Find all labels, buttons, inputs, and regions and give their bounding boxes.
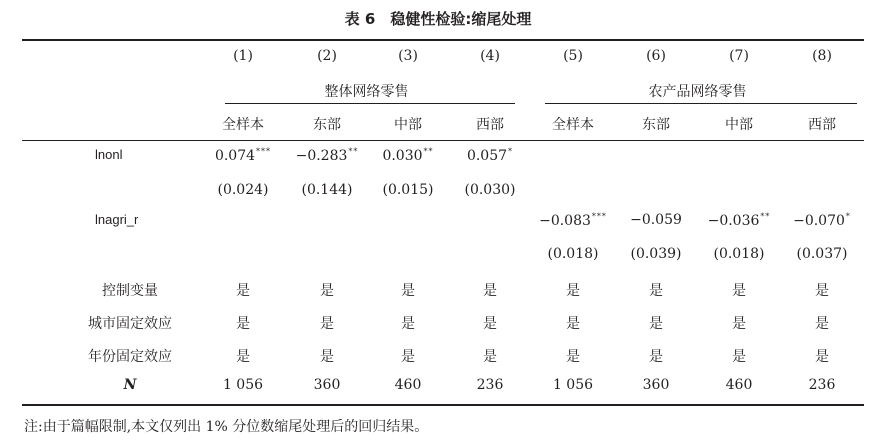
n-value: 1 056 <box>552 377 594 393</box>
n-value: 236 <box>476 377 504 393</box>
significance-stars: *** <box>256 147 272 156</box>
col-number: (8) <box>812 48 832 64</box>
significance-stars: * <box>508 147 514 156</box>
group-header: 农产品网络零售 <box>648 84 747 100</box>
significance-stars: *** <box>591 212 607 221</box>
col-number: (7) <box>729 48 749 64</box>
control-value: 是 <box>401 283 415 299</box>
n-value: 460 <box>725 377 753 393</box>
n-value: 360 <box>642 377 670 393</box>
region-header: 中部 <box>725 117 753 133</box>
standard-error: (0.030) <box>464 182 516 198</box>
coefficient: −0.059 <box>630 212 682 228</box>
bottom-rule <box>22 404 864 406</box>
control-value: 是 <box>815 316 829 332</box>
control-value: 是 <box>320 316 334 332</box>
significance-stars: ** <box>348 147 359 156</box>
control-value: 是 <box>815 349 829 365</box>
control-label: 控制变量 <box>102 283 158 299</box>
n-value: 460 <box>394 377 422 393</box>
n-value: 360 <box>313 377 341 393</box>
control-value: 是 <box>566 316 580 332</box>
control-value: 是 <box>649 283 663 299</box>
group-underline-1 <box>225 103 515 104</box>
region-header: 西部 <box>808 117 836 133</box>
control-value: 是 <box>649 316 663 332</box>
control-value: 是 <box>401 316 415 332</box>
table-caption: 表 6 稳健性检验:缩尾处理 <box>344 10 532 28</box>
top-rule <box>22 39 864 41</box>
col-number: (3) <box>398 48 418 64</box>
control-value: 是 <box>649 349 663 365</box>
standard-error: (0.018) <box>713 246 765 262</box>
col-number: (4) <box>480 48 500 64</box>
region-header: 全样本 <box>222 117 264 133</box>
control-value: 是 <box>320 349 334 365</box>
row-label: lnagri_r <box>95 212 139 227</box>
control-value: 是 <box>320 283 334 299</box>
col-number: (1) <box>233 48 253 64</box>
region-header: 东部 <box>313 117 341 133</box>
region-header: 中部 <box>394 117 422 133</box>
control-value: 是 <box>732 349 746 365</box>
significance-stars: * <box>845 212 851 221</box>
control-value: 是 <box>236 349 250 365</box>
col-number: (2) <box>317 48 337 64</box>
control-value: 是 <box>815 283 829 299</box>
significance-stars: ** <box>423 147 434 156</box>
control-value: 是 <box>483 283 497 299</box>
coefficient: −0.036** <box>707 212 771 229</box>
n-value: 1 056 <box>222 377 264 393</box>
standard-error: (0.024) <box>217 182 269 198</box>
coefficient: −0.070* <box>793 212 851 229</box>
region-header: 全样本 <box>552 117 594 133</box>
control-value: 是 <box>483 316 497 332</box>
coefficient: 0.074*** <box>214 147 272 164</box>
row-label: lnonl <box>95 147 123 162</box>
control-value: 是 <box>732 283 746 299</box>
control-label: 年份固定效应 <box>88 349 172 365</box>
control-value: 是 <box>566 349 580 365</box>
n-value: 236 <box>808 377 836 393</box>
header-rule <box>22 140 864 141</box>
table-note: 注:由于篇幅限制,本文仅列出 1% 分位数缩尾处理后的回归结果。 <box>24 419 429 435</box>
region-header: 西部 <box>476 117 504 133</box>
coefficient: −0.283** <box>295 147 359 164</box>
standard-error: (0.037) <box>796 246 848 262</box>
standard-error: (0.144) <box>301 182 353 198</box>
control-value: 是 <box>401 349 415 365</box>
coefficient: 0.057* <box>466 147 514 164</box>
group-header: 整体网络零售 <box>324 84 409 100</box>
col-number: (6) <box>646 48 666 64</box>
n-label: N <box>123 377 137 393</box>
standard-error: (0.039) <box>630 246 682 262</box>
control-value: 是 <box>236 283 250 299</box>
control-value: 是 <box>236 316 250 332</box>
group-underline-2 <box>545 103 857 104</box>
region-header: 东部 <box>642 117 670 133</box>
control-value: 是 <box>566 283 580 299</box>
standard-error: (0.018) <box>547 246 599 262</box>
coefficient: 0.030** <box>382 147 434 164</box>
significance-stars: ** <box>760 212 771 221</box>
standard-error: (0.015) <box>382 182 434 198</box>
control-label: 城市固定效应 <box>88 316 172 332</box>
coefficient: −0.083*** <box>539 212 607 229</box>
col-number: (5) <box>563 48 583 64</box>
control-value: 是 <box>483 349 497 365</box>
control-value: 是 <box>732 316 746 332</box>
